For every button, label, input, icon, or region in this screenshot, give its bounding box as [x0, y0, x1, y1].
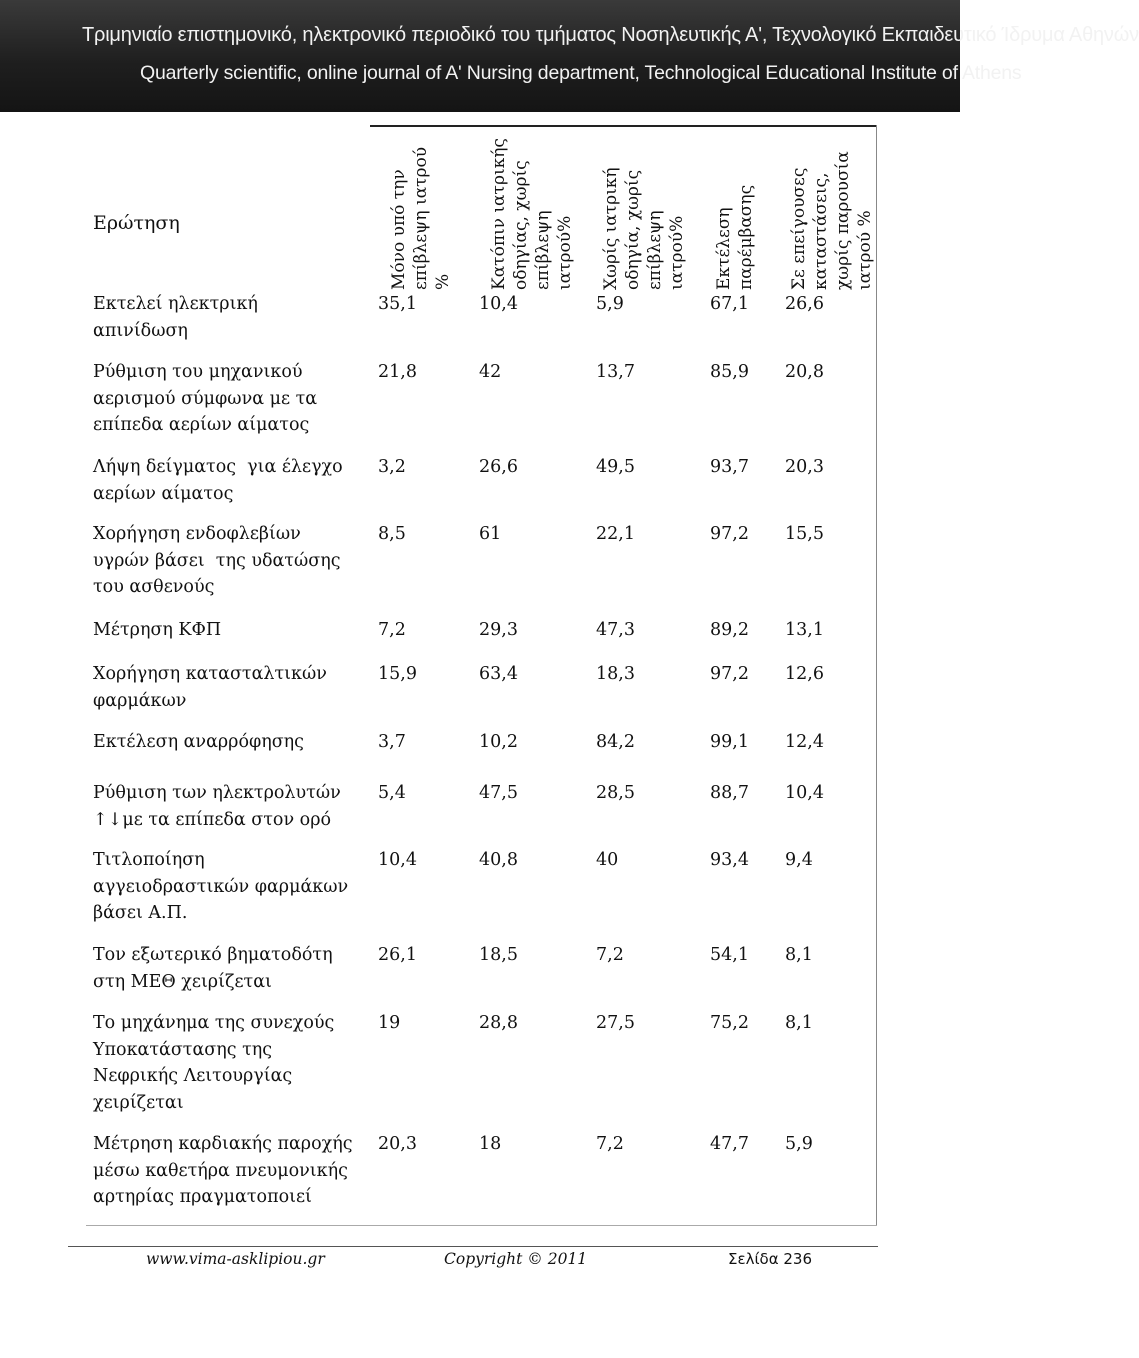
cell-value: 97,2 — [710, 524, 749, 544]
row-question: Το μηχάνημα της συνεχούς Υποκατάστασης της Νεφρικής Λειτουργίας χειρίζεται — [93, 1013, 335, 1113]
column-header-3: Χωρίς ιατρική οδηγία, χωρίς επίβλεψη ιατρού% — [601, 167, 687, 290]
cell-value: 26,6 — [479, 457, 518, 477]
cell-value: 18,5 — [479, 945, 518, 965]
cell-value: 5,4 — [378, 783, 406, 803]
row-question: Ρύθμιση του μηχανικού αερισμού σύμφωνα με τα επίπεδα αερίων αίματος — [93, 362, 318, 435]
cell-value: 40,8 — [479, 850, 518, 870]
question-column-header: Ερώτηση — [93, 212, 180, 234]
cell-value: 26,6 — [785, 294, 824, 314]
row-question: Τιτλοποίηση αγγειοδραστικών φαρμάκων βάσει Α.Π. — [93, 850, 349, 923]
cell-value: 22,1 — [596, 524, 635, 544]
cell-value: 75,2 — [710, 1013, 749, 1033]
row-question: Λήψη δείγματος για έλεγχο αερίων αίματος — [93, 457, 343, 504]
cell-value: 5,9 — [785, 1134, 813, 1154]
footer-rule — [68, 1246, 878, 1247]
cell-value: 49,5 — [596, 457, 635, 477]
row-question: Χορήγηση ενδοφλεβίων υγρών βάσει της υδατώσης του ασθενούς — [93, 524, 341, 597]
cell-value: 19 — [378, 1013, 401, 1033]
column-header-1: Μόνο υπό την επίβλεψη ιατρού % — [389, 146, 453, 290]
cell-value: 7,2 — [596, 945, 624, 965]
cell-value: 18,3 — [596, 664, 635, 684]
banner-title-greek: Τριμηνιαίο επιστημονικό, ηλεκτρονικό περιοδικό του τμήματος Νοσηλευτικής Α', Τεχνολογικό Εκπαιδευτικό Ίδρυμα Αθηνών — [82, 24, 1139, 46]
cell-value: 61 — [479, 524, 502, 544]
cell-value: 8,1 — [785, 1013, 813, 1033]
cell-value: 88,7 — [710, 783, 749, 803]
cell-value: 99,1 — [710, 732, 749, 752]
cell-value: 13,1 — [785, 620, 824, 640]
cell-value: 28,8 — [479, 1013, 518, 1033]
cell-value: 3,2 — [378, 457, 406, 477]
cell-value: 10,4 — [785, 783, 824, 803]
cell-value: 47,7 — [710, 1134, 749, 1154]
cell-value: 15,5 — [785, 524, 824, 544]
column-header-5: Σε επείγουσες καταστάσεις, χωρίς παρουσία ιατρού % — [789, 151, 875, 290]
cell-value: 63,4 — [479, 664, 518, 684]
cell-value: 8,1 — [785, 945, 813, 965]
footer-website: www.vima-asklipiou.gr — [146, 1250, 325, 1268]
row-question: Εκτέλεση αναρρόφησης — [93, 732, 304, 752]
cell-value: 20,8 — [785, 362, 824, 382]
cell-value: 89,2 — [710, 620, 749, 640]
cell-value: 10,4 — [378, 850, 417, 870]
row-question: Χορήγηση κατασταλτικών φαρμάκων — [93, 664, 327, 711]
cell-value: 93,4 — [710, 850, 749, 870]
journal-banner — [0, 0, 1139, 112]
cell-value: 97,2 — [710, 664, 749, 684]
row-question: Μέτρηση ΚΦΠ — [93, 620, 222, 640]
cell-value: 8,5 — [378, 524, 406, 544]
cell-value: 20,3 — [378, 1134, 417, 1154]
cell-value: 85,9 — [710, 362, 749, 382]
row-question: Ρύθμιση των ηλεκτρολυτών ↑↓με τα επίπεδα στον ορό — [93, 783, 341, 830]
table-bottom-rule — [86, 1225, 877, 1226]
cell-value: 26,1 — [378, 945, 417, 965]
cell-value: 5,9 — [596, 294, 624, 314]
cell-value: 18 — [479, 1134, 502, 1154]
cell-value: 27,5 — [596, 1013, 635, 1033]
cell-value: 29,3 — [479, 620, 518, 640]
cell-value: 93,7 — [710, 457, 749, 477]
cell-value: 9,4 — [785, 850, 813, 870]
row-question: Τον εξωτερικό βηματοδότη στη ΜΕΘ χειρίζεται — [93, 945, 333, 992]
cell-value: 40 — [596, 850, 619, 870]
cell-value: 10,2 — [479, 732, 518, 752]
cell-value: 84,2 — [596, 732, 635, 752]
cell-value: 7,2 — [596, 1134, 624, 1154]
cell-value: 47,3 — [596, 620, 635, 640]
cell-value: 20,3 — [785, 457, 824, 477]
table-header-rule — [370, 125, 876, 127]
cell-value: 15,9 — [378, 664, 417, 684]
cell-value: 35,1 — [378, 294, 417, 314]
cell-value: 47,5 — [479, 783, 518, 803]
cell-value: 42 — [479, 362, 502, 382]
footer-copyright: Copyright © 2011 — [444, 1250, 588, 1268]
row-question: Εκτελεί ηλεκτρική απινίδωση — [93, 294, 258, 341]
cell-value: 12,4 — [785, 732, 824, 752]
cell-value: 3,7 — [378, 732, 406, 752]
cell-value: 67,1 — [710, 294, 749, 314]
cell-value: 54,1 — [710, 945, 749, 965]
footer-page-number: Σελίδα 236 — [728, 1250, 813, 1268]
row-question: Μέτρηση καρδιακής παροχής μέσω καθετήρα πνευμονικής αρτηρίας πραγματοποιεί — [93, 1134, 353, 1207]
cell-value: 28,5 — [596, 783, 635, 803]
column-header-2: Κατόπιν ιατρικής οδηγίας, χωρίς επίβλεψη ιατρού% — [489, 138, 575, 290]
cell-value: 7,2 — [378, 620, 406, 640]
cell-value: 13,7 — [596, 362, 635, 382]
banner-title-english: Quarterly scientific, online journal of A' Nursing department, Technological Educational Institute of Athens — [140, 62, 1022, 84]
cell-value: 21,8 — [378, 362, 417, 382]
column-header-4: Εκτέλεση παρέμβασης — [714, 184, 756, 290]
cell-value: 12,6 — [785, 664, 824, 684]
table-right-border — [876, 125, 877, 1225]
cell-value: 10,4 — [479, 294, 518, 314]
